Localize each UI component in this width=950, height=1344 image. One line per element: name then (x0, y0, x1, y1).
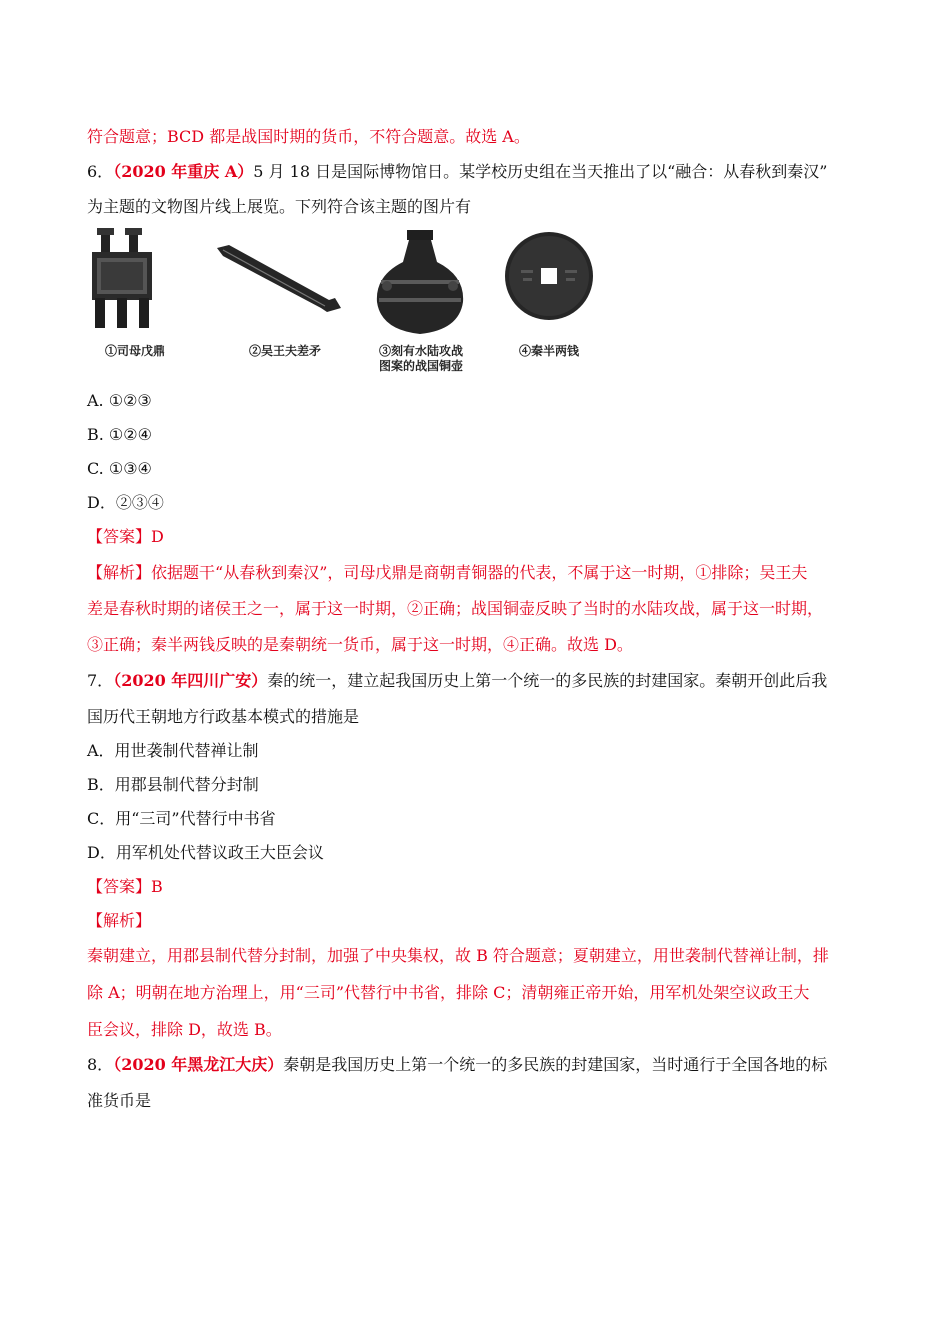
figure-spear-caption: ②吴王夫差矛 (249, 344, 322, 358)
q8-stem-line-1 (87, 1054, 827, 1076)
q7-stem-text-1: 秦的统一，建立起我国历史上第一个统一的多民族的封建国家。秦朝开创此后我 (267, 671, 828, 690)
previous-answer-tail: 符合题意；BCD 都是战国时期的货币，不符合题意。故选 A。 (87, 127, 530, 146)
q6-option-b: B. ①②④ (87, 425, 152, 444)
q7-option-d: D．用军机处代替议政王大臣会议 (87, 843, 324, 862)
q6-figure-strip (87, 228, 607, 374)
q7-analysis-tag: 【解析】 (87, 911, 152, 930)
q8-stem-text-1: 秦朝是我国历史上第一个统一的多民族的封建国家，当时通行于全国各地的标 (283, 1055, 828, 1074)
q7-option-b: B．用郡县制代替分封制 (87, 775, 259, 794)
figure-coin (499, 228, 599, 358)
q6-answer-tag: 【答案】 (87, 527, 152, 546)
figure-bronze-pot (367, 228, 482, 373)
q8-stem-line-2: 准货币是 (87, 1091, 152, 1110)
figure-bronze-pot-caption-1: ③刻有水陆攻战 (379, 344, 464, 358)
q6-stem-text-1: 5 月 18 日是国际博物馆日。某学校历史组在当天推出了以“融合：从春秋到秦汉” (253, 162, 828, 181)
q6-source: （2020 年重庆 A） (113, 162, 254, 181)
q7-stem-line-1 (87, 670, 827, 692)
q7-analysis-line-3: 臣会议，排除 D，故选 B。 (87, 1020, 282, 1039)
q7-analysis-line-2: 除 A；明朝在地方治理上，用“三司”代替行中书省，排除 C；清朝雍正帝开始，用军机处架空议政王大 (87, 983, 810, 1002)
q6-option-d: D．②③④ (87, 493, 164, 512)
q6-analysis-line-1 (87, 562, 807, 584)
q7-answer-tag: 【答案】 (87, 877, 152, 896)
coin-image (499, 228, 599, 328)
q7-analysis-line-1: 秦朝建立，用郡县制代替分封制，加强了中央集权，故 B 符合题意；夏朝建立，用世袭制代替禅让制，排 (87, 946, 829, 965)
q7-answer (87, 876, 163, 898)
q6-analysis-line-2: 差是春秋时期的诸侯王之一，属于这一时期，②正确；战国铜壶反映了当时的水陆攻战，属于这一时期， (87, 599, 824, 618)
figure-coin-caption: ④秦半两钱 (519, 344, 580, 358)
q7-source: （2020 年四川广安） (113, 671, 268, 690)
q7-option-c: C．用“三司”代替行中书省 (87, 809, 276, 828)
q8-number: 8． (87, 1055, 114, 1074)
q6-option-a: A. ①②③ (87, 391, 152, 410)
q6-number: 6． (87, 162, 114, 181)
q6-stem-line-2: 为主题的文物图片线上展览。下列符合该主题的图片有 (87, 197, 472, 216)
q7-answer-value: B (151, 877, 163, 896)
q6-analysis-tag: 【解析】 (87, 563, 152, 582)
q7-number: 7． (87, 671, 114, 690)
figure-ding (87, 228, 197, 358)
figure-spear (217, 228, 347, 358)
q6-analysis-line-3: ③正确；秦半两钱反映的是秦朝统一货币，属于这一时期，④正确。故选 D。 (87, 635, 633, 654)
q6-option-c: C. ①③④ (87, 459, 152, 478)
q8-source: （2020 年黑龙江大庆） (113, 1055, 284, 1074)
figure-ding-caption: ①司母戊鼎 (105, 344, 166, 358)
bronze-pot-image (367, 228, 482, 338)
q7-stem-line-2: 国历代王朝地方行政基本模式的措施是 (87, 707, 360, 726)
q6-analysis-text-1: 依据题干“从春秋到秦汉”，司母戊鼎是商朝青铜器的代表，不属于这一时期，①排除；吴王夫 (151, 563, 808, 582)
q6-answer-value: D (151, 527, 164, 546)
spear-image (217, 228, 347, 333)
figure-bronze-pot-caption-2: 图案的战国铜壶 (379, 359, 464, 373)
q6-answer (87, 526, 164, 548)
ding-image (87, 228, 197, 333)
q6-stem-line-1 (87, 161, 827, 183)
q7-option-a: A．用世袭制代替禅让制 (87, 741, 259, 760)
